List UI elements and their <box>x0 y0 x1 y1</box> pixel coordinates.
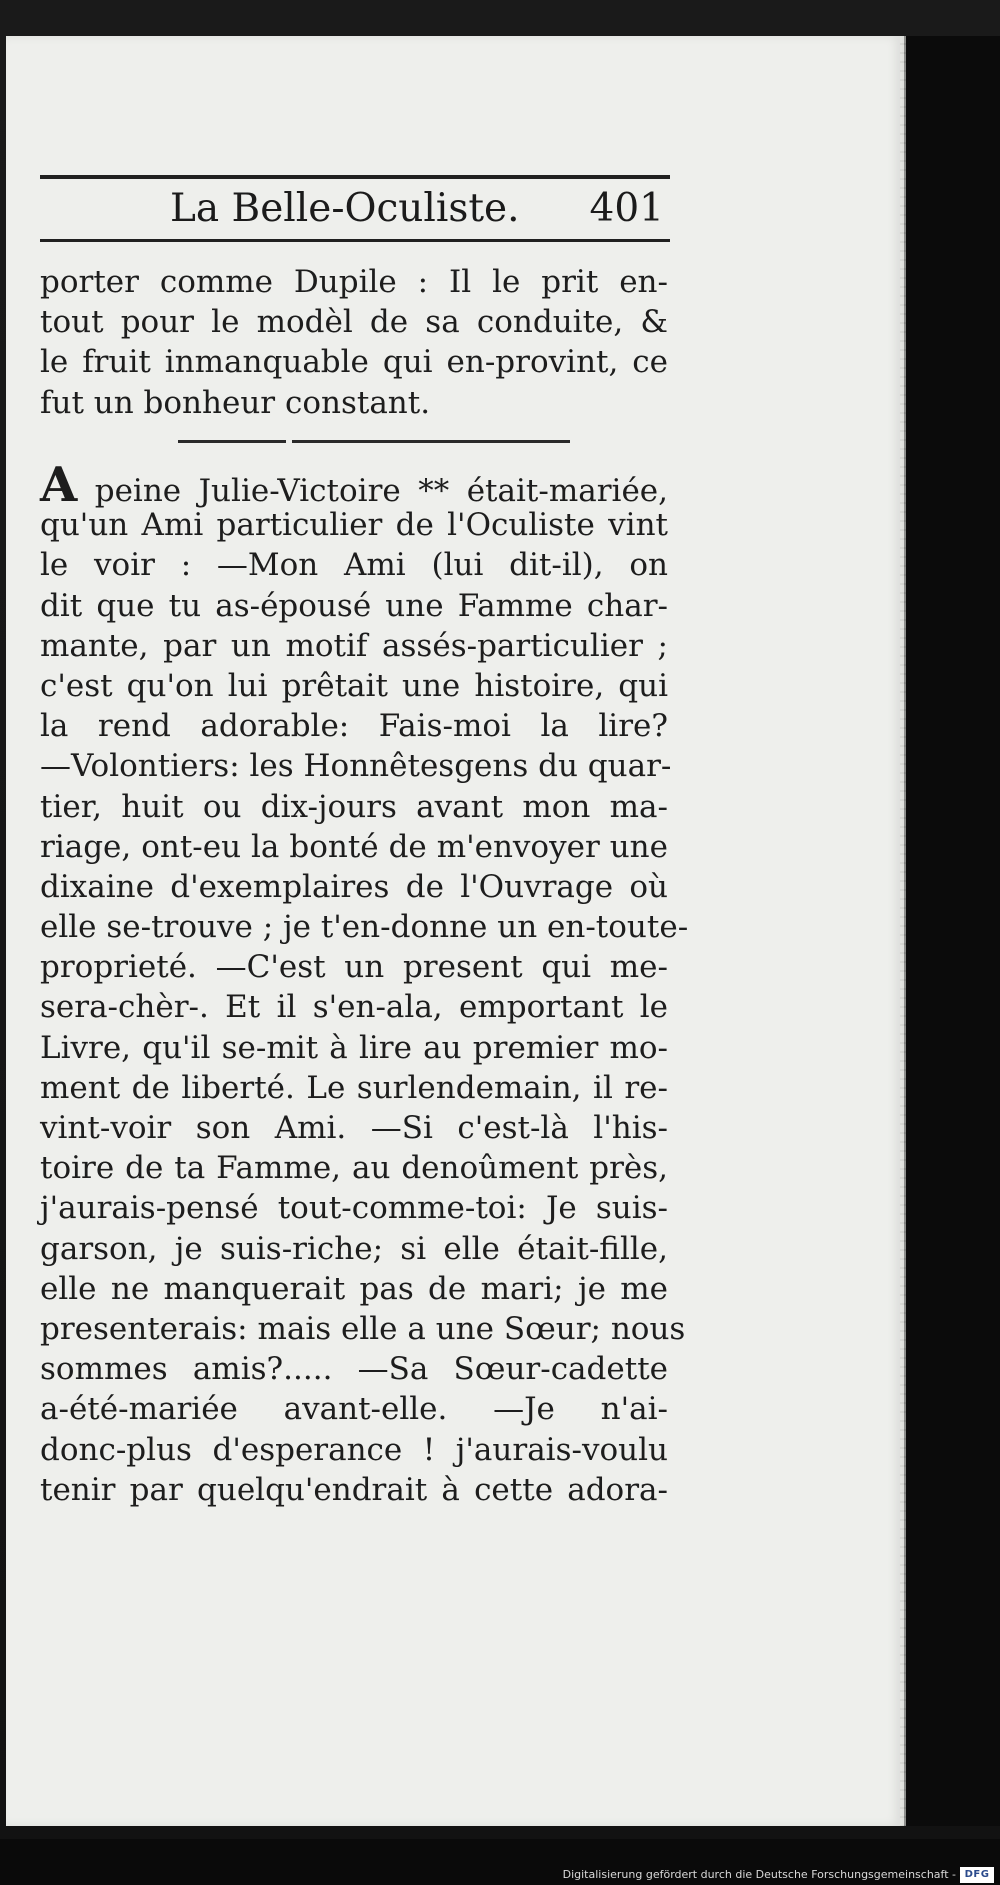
digitization-credit: Digitalisierung gefördert durch die Deutsche Forschungsgemeinschaft - <box>562 1868 956 1881</box>
text-line: tenir par quelqu'endrait à cette adora- <box>40 1471 668 1508</box>
text-line: j'aurais-pensé tout-comme-toi: Je suis- <box>40 1190 668 1227</box>
text-line: c'est qu'on lui prêtait une histoire, qui <box>40 667 668 704</box>
section-divider <box>178 440 570 443</box>
text-line: garson, je suis-riche; si elle était-fille, <box>40 1230 668 1267</box>
paragraph-1 <box>40 262 668 423</box>
text-line: vint-voir son Ami. —Si c'est-là l'his- <box>40 1110 668 1146</box>
drop-cap: A <box>40 457 78 513</box>
footer-strip <box>0 1839 1000 1885</box>
text-line: le voir : —Mon Ami (lui dit-il), on <box>40 547 668 584</box>
running-head <box>40 179 670 239</box>
text-line: dit que tu as-épousé une Famme char- <box>40 587 668 624</box>
text-line: dixaine d'exemplaires de l'Ouvrage où <box>40 868 668 905</box>
page-number: 401 <box>589 186 664 231</box>
text-line: donc-plus d'esperance ! j'aurais-voulu <box>40 1431 668 1468</box>
text-line: la rend adorable: Fais-moi la lire? <box>40 708 668 745</box>
text-line: mante, par un motif assés-particulier ; <box>40 627 668 664</box>
page-header <box>40 175 670 242</box>
text-line: elle ne manquerait pas de mari; je me <box>40 1270 668 1307</box>
text-line: —Volontiers: les Honnêtesgens du quar- <box>40 748 672 785</box>
text-line: tier, huit ou dix-jours avant mon ma- <box>40 788 668 825</box>
text-line: sommes amis?..... —Sa Sœur-cadette <box>40 1351 668 1388</box>
text-line: fut un bonheur constant. <box>40 384 431 421</box>
text-line: proprieté. —C'est un present qui me- <box>40 949 668 986</box>
text-line: toire de ta Famme, au denoûment près, <box>40 1150 668 1187</box>
text-line: le fruit inmanquable qui en-provint, ce <box>40 344 668 381</box>
text-line: elle se-trouve ; je t'en-donne un en-toute- <box>40 909 689 946</box>
text-line: tout pour le modèl de sa conduite, & <box>40 304 668 341</box>
text-line: riage, ont-eu la bonté de m'envoyer une <box>40 828 668 865</box>
text-line: porter comme Dupile : Il le prit en- <box>40 264 668 300</box>
text-line-first <box>40 457 668 513</box>
text-line: sera-chèr-. Et il s'en-ala, emportant le <box>40 989 668 1026</box>
text-line: Livre, qu'il se-mit à lire au premier mo- <box>40 1029 668 1066</box>
text-line: qu'un Ami particulier de l'Oculiste vint <box>40 507 668 544</box>
text-line: presenterais: mais elle a une Sœur; nous <box>40 1310 686 1347</box>
text-line: a-été-mariée avant-elle. —Je n'ai- <box>40 1391 668 1428</box>
scan-background <box>904 36 1000 1826</box>
header-rule-bottom <box>40 239 670 242</box>
paragraph-2 <box>40 457 689 1510</box>
running-title: La Belle-Oculiste. <box>170 186 520 231</box>
text-line-rest: peine Julie-Victoire ** était-mariée, <box>77 473 668 509</box>
dfg-logo: DFG <box>960 1867 994 1883</box>
text-line: ment de liberté. Le surlendemain, il re- <box>40 1069 668 1106</box>
